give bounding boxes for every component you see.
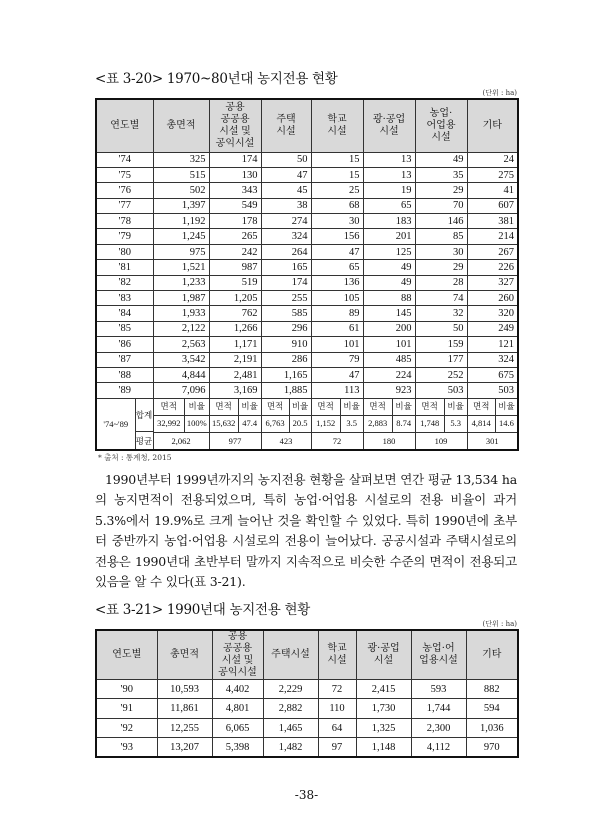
table-cell: 1,885 bbox=[261, 383, 311, 398]
value-pair bbox=[154, 399, 209, 415]
table-cell: 503 bbox=[415, 383, 467, 398]
pair-right: 14.6 bbox=[499, 417, 514, 428]
pair-right: 100% bbox=[186, 417, 207, 428]
table-cell: 101 bbox=[363, 337, 415, 352]
pair-left: 2,883 bbox=[364, 416, 393, 432]
table-cell: 607 bbox=[467, 198, 518, 213]
year-cell: '79 bbox=[96, 229, 153, 244]
table-cell: 85 bbox=[415, 229, 467, 244]
total-cell bbox=[415, 415, 467, 432]
table-cell: 593 bbox=[411, 679, 466, 699]
pair-right: 비율 bbox=[188, 400, 205, 411]
table1-source: * 출처 : 통계청, 2015 bbox=[98, 452, 172, 462]
table-cell: 24 bbox=[467, 152, 518, 167]
value-pair bbox=[416, 416, 467, 432]
value-pair bbox=[468, 399, 518, 415]
summary-period-cell bbox=[96, 398, 153, 450]
table-row bbox=[96, 699, 518, 719]
table-cell: 29 bbox=[415, 183, 467, 198]
table-cell: 594 bbox=[466, 699, 518, 719]
table-cell: 105 bbox=[311, 291, 363, 306]
table-cell: 1,205 bbox=[209, 291, 261, 306]
page-number: -38- bbox=[294, 788, 319, 802]
table-cell: 242 bbox=[209, 244, 261, 259]
pair-left: 면적 bbox=[262, 399, 290, 415]
value-pair bbox=[210, 416, 261, 432]
column-header: 주택시설 bbox=[263, 630, 318, 680]
table-cell: 121 bbox=[467, 337, 518, 352]
year-cell: '91 bbox=[96, 699, 157, 719]
total-cell bbox=[311, 415, 363, 432]
table-cell: 224 bbox=[363, 367, 415, 382]
table-cell: 923 bbox=[363, 383, 415, 398]
table-cell: 12,255 bbox=[157, 718, 212, 738]
value-pair bbox=[364, 416, 415, 432]
summary-period: '74~'89 bbox=[97, 399, 136, 449]
table-cell: 1,325 bbox=[356, 718, 411, 738]
year-cell: '78 bbox=[96, 214, 153, 229]
table-cell: 28 bbox=[415, 275, 467, 290]
table-cell: 1,165 bbox=[261, 367, 311, 382]
table-cell: 130 bbox=[209, 167, 261, 182]
table-cell: 1,730 bbox=[356, 699, 411, 719]
table-cell: 146 bbox=[415, 214, 467, 229]
table-row bbox=[96, 152, 518, 167]
table-cell: 4,801 bbox=[212, 699, 263, 719]
table-cell: 15 bbox=[311, 167, 363, 182]
column-header: 총면적 bbox=[153, 99, 209, 152]
table-cell: 1,521 bbox=[153, 260, 209, 275]
pair-right: 5.3 bbox=[450, 417, 461, 428]
table-cell: 45 bbox=[261, 183, 311, 198]
table-cell: 882 bbox=[466, 679, 518, 699]
year-cell: '80 bbox=[96, 244, 153, 259]
average-cell: 109 bbox=[415, 433, 467, 450]
summary-label-row bbox=[96, 398, 518, 415]
table-cell: 89 bbox=[311, 306, 363, 321]
table1-unit: (단위 : ha) bbox=[482, 89, 517, 97]
column-header: 광·공업 시설 bbox=[363, 99, 415, 152]
pair-left: 15,632 bbox=[210, 416, 239, 432]
table-cell: 41 bbox=[467, 183, 518, 198]
table-cell: 485 bbox=[363, 352, 415, 367]
table-row bbox=[96, 367, 518, 382]
table-cell: 70 bbox=[415, 198, 467, 213]
pair-right: 비율 bbox=[291, 400, 309, 411]
year-cell: '87 bbox=[96, 352, 153, 367]
table-cell: 320 bbox=[467, 306, 518, 321]
table-cell: 1,482 bbox=[263, 738, 318, 758]
area-ratio-header bbox=[261, 398, 311, 415]
table-cell: 50 bbox=[261, 152, 311, 167]
table-cell: 38 bbox=[261, 198, 311, 213]
pair-right: 20.5 bbox=[292, 417, 308, 428]
pair-right: 비율 bbox=[343, 400, 360, 411]
table-cell: 549 bbox=[209, 198, 261, 213]
table-cell: 519 bbox=[209, 275, 261, 290]
table-cell: 65 bbox=[311, 260, 363, 275]
table-cell: 275 bbox=[467, 167, 518, 182]
pair-left: 1,152 bbox=[312, 416, 341, 432]
table-cell: 101 bbox=[311, 337, 363, 352]
table-cell: 136 bbox=[311, 275, 363, 290]
area-ratio-header bbox=[153, 398, 209, 415]
table-1990s-farmland-conversion bbox=[95, 629, 519, 759]
table-cell: 145 bbox=[363, 306, 415, 321]
table-cell: 47 bbox=[311, 244, 363, 259]
total-cell bbox=[363, 415, 415, 432]
table-cell: 174 bbox=[261, 275, 311, 290]
table-cell: 975 bbox=[153, 244, 209, 259]
table-row bbox=[96, 167, 518, 182]
table-cell: 762 bbox=[209, 306, 261, 321]
pair-left: 6,763 bbox=[262, 416, 290, 432]
average-label: 평균 bbox=[135, 435, 153, 446]
table-cell: 13 bbox=[363, 167, 415, 182]
value-pair bbox=[312, 399, 363, 415]
total-cell bbox=[209, 415, 261, 432]
table-cell: 178 bbox=[209, 214, 261, 229]
value-pair bbox=[210, 399, 261, 415]
year-cell: '83 bbox=[96, 291, 153, 306]
table-cell: 255 bbox=[261, 291, 311, 306]
pair-left: 면적 bbox=[416, 399, 445, 415]
table-cell: 1,744 bbox=[411, 699, 466, 719]
pair-left: 1,748 bbox=[416, 416, 445, 432]
column-header: 공용 공공용 시설 및 공익시설 bbox=[209, 99, 261, 152]
table-cell: 503 bbox=[467, 383, 518, 398]
table-cell: 252 bbox=[415, 367, 467, 382]
table-row bbox=[96, 383, 518, 398]
table-cell: 3,542 bbox=[153, 352, 209, 367]
pair-left: 면적 bbox=[312, 399, 341, 415]
table-cell: 25 bbox=[311, 183, 363, 198]
area-ratio-header bbox=[415, 398, 467, 415]
table-cell: 200 bbox=[363, 321, 415, 336]
value-pair bbox=[416, 399, 467, 415]
table-cell: 159 bbox=[415, 337, 467, 352]
table-row bbox=[96, 718, 518, 738]
table-cell: 13,207 bbox=[157, 738, 212, 758]
table-cell: 113 bbox=[311, 383, 363, 398]
column-header: 농업· 어업용 시설 bbox=[415, 99, 467, 152]
area-ratio-header bbox=[209, 398, 261, 415]
table-cell: 970 bbox=[466, 738, 518, 758]
pair-right: 47.4 bbox=[242, 417, 258, 428]
pair-right: 8.74 bbox=[396, 417, 412, 428]
table-cell: 1,036 bbox=[466, 718, 518, 738]
year-cell: '81 bbox=[96, 260, 153, 275]
table-cell: 226 bbox=[467, 260, 518, 275]
area-ratio-header bbox=[363, 398, 415, 415]
pair-right: 비율 bbox=[447, 400, 464, 411]
table-cell: 1,266 bbox=[209, 321, 261, 336]
average-cell: 423 bbox=[261, 433, 311, 450]
column-header: 연도별 bbox=[96, 630, 157, 680]
table-cell: 110 bbox=[318, 699, 356, 719]
year-cell: '74 bbox=[96, 152, 153, 167]
table-cell: 260 bbox=[467, 291, 518, 306]
value-pair bbox=[364, 399, 415, 415]
table-cell: 2,415 bbox=[356, 679, 411, 699]
table-cell: 675 bbox=[467, 367, 518, 382]
year-cell: '86 bbox=[96, 337, 153, 352]
column-header: 농업·어 업용시설 bbox=[411, 630, 466, 680]
table-cell: 324 bbox=[467, 352, 518, 367]
header-row bbox=[96, 630, 518, 680]
total-cell bbox=[467, 415, 518, 432]
table-cell: 177 bbox=[415, 352, 467, 367]
table-cell: 381 bbox=[467, 214, 518, 229]
value-pair bbox=[154, 416, 209, 432]
year-cell: '85 bbox=[96, 321, 153, 336]
table-cell: 49 bbox=[363, 260, 415, 275]
table-cell: 50 bbox=[415, 321, 467, 336]
year-cell: '88 bbox=[96, 367, 153, 382]
year-cell: '84 bbox=[96, 306, 153, 321]
table-cell: 987 bbox=[209, 260, 261, 275]
table-cell: 97 bbox=[318, 738, 356, 758]
table-cell: 1,987 bbox=[153, 291, 209, 306]
table-row bbox=[96, 229, 518, 244]
table-cell: 11,861 bbox=[157, 699, 212, 719]
average-cell: 977 bbox=[209, 433, 261, 450]
pair-right: 비율 bbox=[498, 400, 515, 411]
table-cell: 174 bbox=[209, 152, 261, 167]
table-row bbox=[96, 244, 518, 259]
table-cell: 15 bbox=[311, 152, 363, 167]
table-row bbox=[96, 275, 518, 290]
table-cell: 88 bbox=[363, 291, 415, 306]
table-cell: 183 bbox=[363, 214, 415, 229]
total-cell bbox=[261, 415, 311, 432]
table-row bbox=[96, 679, 518, 699]
table-cell: 30 bbox=[415, 244, 467, 259]
column-header: 총면적 bbox=[157, 630, 212, 680]
average-cell: 301 bbox=[467, 433, 518, 450]
table-cell: 5,398 bbox=[212, 738, 263, 758]
average-row bbox=[96, 433, 518, 450]
average-cell: 72 bbox=[311, 433, 363, 450]
table-cell: 249 bbox=[467, 321, 518, 336]
table-cell: 13 bbox=[363, 152, 415, 167]
table-cell: 65 bbox=[363, 198, 415, 213]
table-cell: 265 bbox=[209, 229, 261, 244]
table-cell: 214 bbox=[467, 229, 518, 244]
table-cell: 7,096 bbox=[153, 383, 209, 398]
table-row bbox=[96, 321, 518, 336]
table-cell: 68 bbox=[311, 198, 363, 213]
pair-left: 면적 bbox=[468, 399, 496, 415]
table-row bbox=[96, 214, 518, 229]
table-cell: 327 bbox=[467, 275, 518, 290]
table-cell: 30 bbox=[311, 214, 363, 229]
pair-left: 면적 bbox=[210, 399, 239, 415]
table2-caption: <표 3-21> 1990년대 농지전용 현황 bbox=[95, 601, 310, 618]
year-cell: '92 bbox=[96, 718, 157, 738]
year-cell: '90 bbox=[96, 679, 157, 699]
pair-right: 3.5 bbox=[346, 417, 357, 428]
table-cell: 201 bbox=[363, 229, 415, 244]
column-header: 광·공업 시설 bbox=[356, 630, 411, 680]
column-header: 학교 시설 bbox=[311, 99, 363, 152]
table-cell: 47 bbox=[261, 167, 311, 182]
table-cell: 1,148 bbox=[356, 738, 411, 758]
table-row bbox=[96, 291, 518, 306]
table-cell: 274 bbox=[261, 214, 311, 229]
table-cell: 32 bbox=[415, 306, 467, 321]
year-cell: '75 bbox=[96, 167, 153, 182]
table-cell: 2,300 bbox=[411, 718, 466, 738]
table-cell: 1,397 bbox=[153, 198, 209, 213]
table-1970-80s-farmland-conversion bbox=[95, 98, 519, 451]
column-header: 기타 bbox=[466, 630, 518, 680]
table-cell: 4,844 bbox=[153, 367, 209, 382]
value-pair bbox=[262, 399, 311, 415]
table-cell: 1,192 bbox=[153, 214, 209, 229]
table-cell: 6,065 bbox=[212, 718, 263, 738]
table-cell: 267 bbox=[467, 244, 518, 259]
table-row bbox=[96, 306, 518, 321]
summary-side-labels bbox=[136, 399, 153, 449]
table-cell: 324 bbox=[261, 229, 311, 244]
average-cell: 180 bbox=[363, 433, 415, 450]
pair-left: 면적 bbox=[364, 399, 393, 415]
table2-unit: (단위 : ha) bbox=[482, 619, 517, 628]
table-cell: 910 bbox=[261, 337, 311, 352]
table-cell: 2,122 bbox=[153, 321, 209, 336]
table-cell: 79 bbox=[311, 352, 363, 367]
value-pair bbox=[312, 416, 363, 432]
area-ratio-header bbox=[467, 398, 518, 415]
table-cell: 19 bbox=[363, 183, 415, 198]
table-row bbox=[96, 198, 518, 213]
table-cell: 1,233 bbox=[153, 275, 209, 290]
table-row bbox=[96, 352, 518, 367]
column-header: 연도별 bbox=[96, 99, 153, 152]
table-cell: 1,465 bbox=[263, 718, 318, 738]
table-row bbox=[96, 183, 518, 198]
table-cell: 35 bbox=[415, 167, 467, 182]
table-cell: 1,245 bbox=[153, 229, 209, 244]
average-cell: 2,062 bbox=[153, 433, 209, 450]
table-cell: 515 bbox=[153, 167, 209, 182]
pair-right: 비율 bbox=[241, 400, 258, 411]
table-row bbox=[96, 738, 518, 758]
table-cell: 2,229 bbox=[263, 679, 318, 699]
table-cell: 49 bbox=[415, 152, 467, 167]
total-cell bbox=[153, 415, 209, 432]
column-header: 학교 시설 bbox=[318, 630, 356, 680]
table-row bbox=[96, 260, 518, 275]
year-cell: '76 bbox=[96, 183, 153, 198]
table-cell: 343 bbox=[209, 183, 261, 198]
table-cell: 49 bbox=[363, 275, 415, 290]
area-ratio-header bbox=[311, 398, 363, 415]
column-header: 주택 시설 bbox=[261, 99, 311, 152]
table-cell: 502 bbox=[153, 183, 209, 198]
value-pair bbox=[468, 416, 518, 432]
table-row bbox=[96, 337, 518, 352]
table-cell: 3,169 bbox=[209, 383, 261, 398]
table-cell: 2,481 bbox=[209, 367, 261, 382]
table-cell: 585 bbox=[261, 306, 311, 321]
table-cell: 165 bbox=[261, 260, 311, 275]
table-cell: 10,593 bbox=[157, 679, 212, 699]
table-cell: 2,191 bbox=[209, 352, 261, 367]
pair-left: 32,992 bbox=[154, 416, 186, 432]
table-cell: 296 bbox=[261, 321, 311, 336]
table-cell: 1,171 bbox=[209, 337, 261, 352]
column-header: 공용 공공용 시설 및 공익시설 bbox=[212, 630, 263, 680]
table-cell: 325 bbox=[153, 152, 209, 167]
summary-first-column bbox=[97, 399, 153, 449]
table-cell: 156 bbox=[311, 229, 363, 244]
pair-left: 4,814 bbox=[468, 416, 496, 432]
table-cell: 4,402 bbox=[212, 679, 263, 699]
table-cell: 74 bbox=[415, 291, 467, 306]
header-row bbox=[96, 99, 518, 152]
table-cell: 1,933 bbox=[153, 306, 209, 321]
table-cell: 264 bbox=[261, 244, 311, 259]
pair-right: 비율 bbox=[395, 400, 412, 411]
body-paragraph: 1990년부터 1999년까지의 농지전용 현황을 살펴보면 연간 평균 13,534 ha의 농지면적이 전용되었으며, 특히 농업·어업용 시설로의 전용 비율이 과거 5.3%에서 19.9%로 크게 늘어난 것을 확인할 수 있었다. 특히 1990년에 초부터 중반까지 농업·어업용 시설로의 전용이 늘어났다. 공공시설과 주택시설로의 전용은 1990년대 초반부터 말까지 지속적으로 비슷한 수준의 면적이 전용되고 있음을 알 수 있다(표 3-21). bbox=[95, 471, 517, 590]
value-pair bbox=[262, 416, 311, 432]
year-cell: '93 bbox=[96, 738, 157, 758]
table-cell: 2,563 bbox=[153, 337, 209, 352]
summary-totals-row bbox=[96, 415, 518, 432]
pair-left: 면적 bbox=[154, 399, 186, 415]
year-cell: '77 bbox=[96, 198, 153, 213]
table1-caption: <표 3-20> 1970~80년대 농지전용 현황 bbox=[95, 71, 338, 87]
table-cell: 29 bbox=[415, 260, 467, 275]
table-cell: 64 bbox=[318, 718, 356, 738]
page-content bbox=[95, 70, 517, 758]
table-cell: 125 bbox=[363, 244, 415, 259]
table-cell: 286 bbox=[261, 352, 311, 367]
total-label: 합계 bbox=[136, 399, 153, 433]
table-cell: 61 bbox=[311, 321, 363, 336]
table-cell: 47 bbox=[311, 367, 363, 382]
table-cell: 2,882 bbox=[263, 699, 318, 719]
year-cell: '89 bbox=[96, 383, 153, 398]
year-cell: '82 bbox=[96, 275, 153, 290]
table-cell: 4,112 bbox=[411, 738, 466, 758]
table-cell: 72 bbox=[318, 679, 356, 699]
column-header: 기타 bbox=[467, 99, 518, 152]
